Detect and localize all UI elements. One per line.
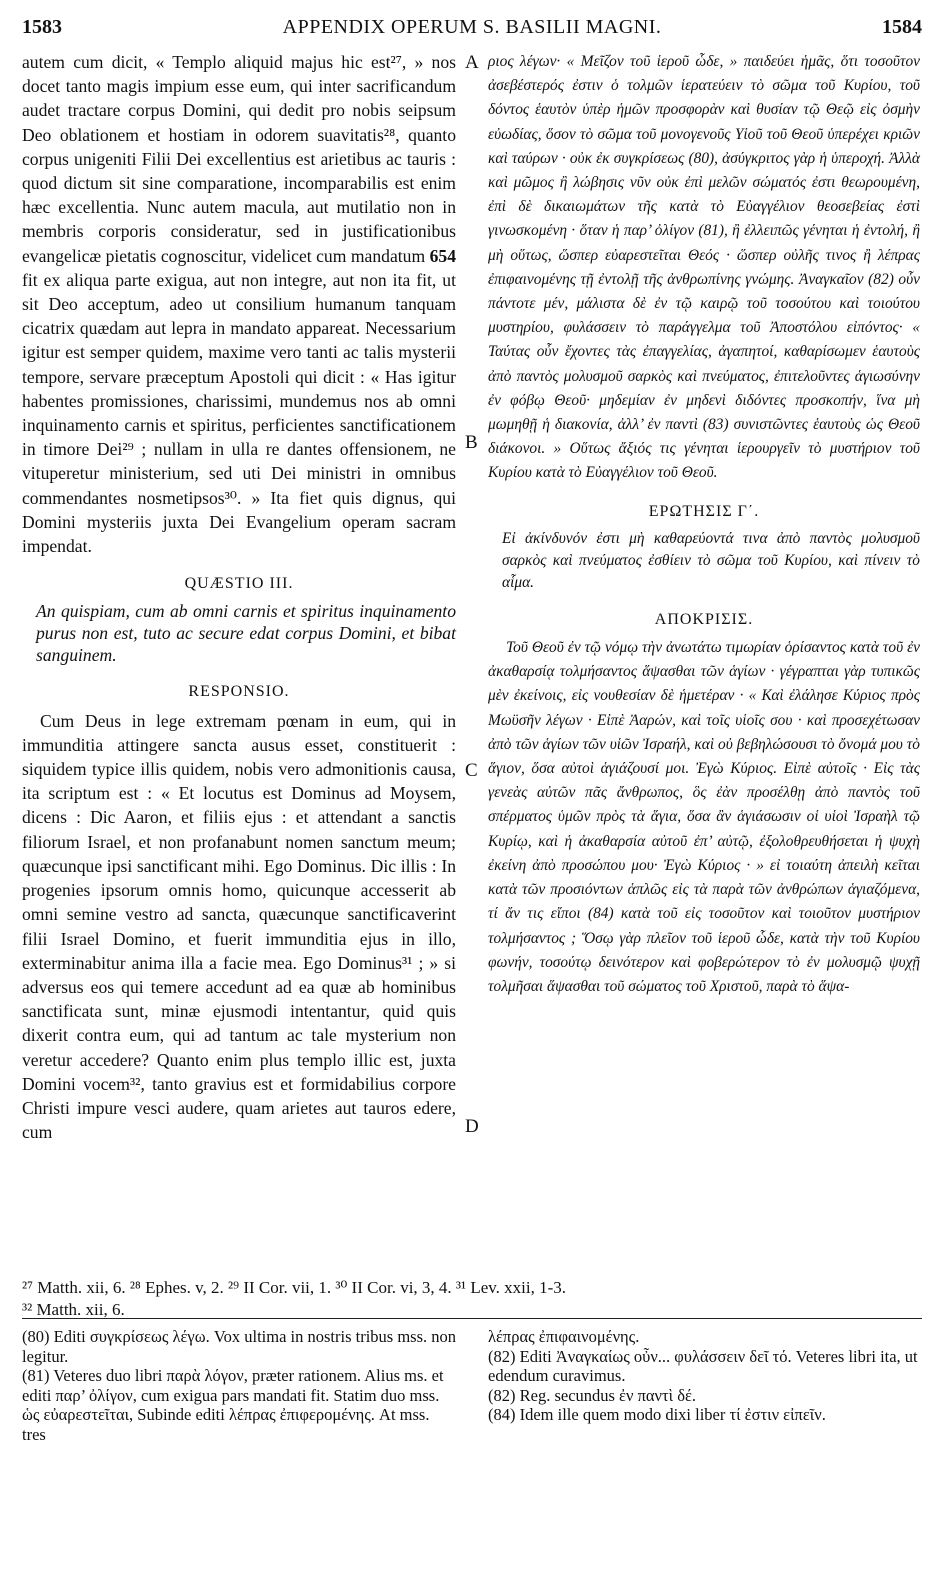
- footnote-80: (80) Editi συγκρίσεως λέγω. Vox ultima in nostris tribus mss. non legitur.: [22, 1327, 457, 1366]
- greek-paragraph-2: Τοῦ Θεοῦ ἐν τῷ νόμῳ τὴν ἀνωτάτω τιμωρίαν ὁρίσαντος κατὰ τοῦ ἐν ἀκαθαρσίᾳ τολμήσαντος ἅψασθαι τῶν ἁγίων · γέγραπται γὰρ τυπικῶς μὲν ἐκείνοις, εἰς νουθεσίαν δὲ ἡμετέραν · « Καὶ ἐλάλησε Κύριος πρὸς Μωϋσῆν λέγων · Εἰπὲ Ἀαρών, καὶ τοῖς υἱοῖς σου · καὶ προσεχέτωσαν ἀπὸ τῶν ἁγίων τῶν υἱῶν Ἰσραήλ, καὶ οὐ βεβηλώσουσι τὸ ὄνομά μου τὸ ἅγιον, ὅσα αὐτοὶ ἁγιάζουσί μοι. Ἐγὼ Κύριος. Εἰπὲ αὐτοῖς · Εἰς τὰς γενεὰς αὐτῶν πᾶς ἄνθρωπος, ὃς ἐὰν προσέλθῃ ἀπὸ παντὸς τοῦ σπέρματος ὑμῶν πρὸς τὰ ἅγια, ὅσα ἂν ἁγιάσωσιν οἱ υἱοὶ Ἰσραὴλ τῷ Κυρίῳ, καὶ ἡ ἀκαθαρσία αὐτοῦ ἐπ’ αὐτῷ, ἐξολοθρευθήσεται ἡ ψυχὴ ἐκείνη ἀπὸ προσώπου μου· Ἐγὼ Κύριος · » εἰ τοιαύτη ἀπειλὴ κεῖται κατὰ τῶν προσιόντων ἁπλῶς εἰς τὰ παρὰ τῶν ἀνθρώπων ἁγιαζόμενα, τί ἄν τις εἴποι (84) κατὰ τοῦ εἰς τοσοῦτον καὶ τοιοῦτον μυστήριον τολμήσαντος ; Ὅσῳ γὰρ πλεῖον τοῦ ἱεροῦ ὧδε, κατὰ τὴν τοῦ Κυρίου φωνήν, τοσούτῳ δεινότερον καὶ φοβερώτερον τὸ ἐν μολυσμῷ ψυχῇ τολμῆσαι ἅψασθαι τοῦ σώματος τοῦ Χριστοῦ, παρὰ τὸ ἅψα-: [488, 639, 920, 995]
- footnote-82a: (82) Editi Ἀναγκαίως οὖν... φυλάσσειν δεῖ τό. Veteres libri ita, ut edendum curavimus.: [488, 1346, 918, 1385]
- page-number-right: 1584: [882, 16, 922, 38]
- latin-text-1b: fit ex aliqua parte exigua, aut non integre, aut non ita fit, ut sit Deo acceptum, adeo ut consilium humanum tanquam cicatrix quædam aut lepra in mandato appareat. Necessarium igitur est semper quidem, maxime vero tanti ac talis mysterii tempore, servare præceptum Apostoli qui dicit : « Has igitur habentes promissiones, charissimi, mundemus nos ab omni inquinamento carnis et spiritus, perficientes sanctificationem in timore Dei²⁹ ; nullam in ulla re dantes offensionem, ne vituperetur ministerium, sed uti Dei ministri in omnibus commendantes nosmetipsos³⁰. » Ita fiet quis dignus, qui Domini mysteriis juxta Dei Evangelium operam sacram impendat.: [22, 269, 456, 557]
- question-heading-latin: QUÆSTIO III.: [184, 575, 294, 593]
- latin-text-1: autem cum dicit, « Templo aliquid majus hic est²⁷, » nos docet tanto magis impium esse eum, qui inter sacrificandum audet tractare corpus Domini, qui dedit pro nobis seipsum Deo oblationem et hostiam in odorem suavitatis²⁸, quanto corpus unigeniti Filii Dei excellentius est arietibus ac tauris : quod dictum sit sine comparatione, incomparabilis est enim hæc excellentia. Nunc autem macula, aut mutilatio non in membris corporis consideratur, sed in justificationibus evangelicæ pietatis cognoscitur, videlicet cum mandatum: [22, 52, 456, 266]
- footnotes-right: [488, 1327, 920, 1425]
- footnote-82b: (82) Reg. secundus ἐν παντὶ δέ.: [488, 1385, 697, 1405]
- footnote-divider: [22, 1318, 922, 1319]
- margin-letter-b: B: [465, 432, 478, 453]
- running-title: APPENDIX OPERUM S. BASILII MAGNI.: [282, 16, 662, 38]
- response-heading-latin: RESPONSIO.: [188, 683, 290, 701]
- footnote-continuation: λέπρας ἐπιφαινομένης.: [488, 1327, 640, 1346]
- column-marker: 654: [429, 245, 456, 266]
- scripture-notes: [22, 1277, 922, 1321]
- page-number-left: 1583: [22, 16, 62, 38]
- margin-letter-c: C: [465, 760, 478, 781]
- question-text-latin: An quispiam, cum ab omni carnis et spiritus inquinamento purus non est, tuto ac secure edat corpus Domini, et bibat sanguinem.: [36, 601, 456, 666]
- latin-paragraph-2: Cum Deus in lege extremam pœnam in eum, qui in immunditia attingere sancta ausus esset, constituerit : siquidem typice illis quidem, nobis vero admonitionis causa, ita scriptum est : « Et locutus est Dominus ad Moysem, dicens : Dic Aaron, et filiis ejus : et attendant a sanctis filiorum Israel, et non profanabunt nomen sanctum meum; quæcunque ipsi sanctificant mihi. Ego Dominus. Dic illis : In progenies ipsorum omnis homo, quicunque accesserit ab omni semine vestro ad sancta, quæcunque sanctificaverint filii Israel Domino, et fuerit immunditia ejus in illo, exterminabitur anima illa a facie mea. Ego Dominus³¹ ; » si adversus eos qui temere accedunt ad ea quæ ab hominibus sanctificata sunt, minæ ejusmodi intentantur, quid quis dixerit contra eum, qui ad tantum ac tale mysterium non veretur accedere? Quanto enim plus templo illic est, juxta Domini vocem³², tanto gravius est et formidabilius corpore Christi impure vesci audere, quam arietes aut tauros edere, cum: [22, 710, 456, 1143]
- question-text-greek: Εἰ ἀκίνδυνόν ἐστι μὴ καθαρεύοντά τινα ἀπὸ παντὸς μολυσμοῦ σαρκὸς καὶ πνεύματος ἐσθίειν τὸ σῶμα τοῦ Κυρίου, καὶ πίνειν τὸ αἷμα.: [502, 529, 920, 591]
- response-heading-greek: ΑΠΟΚΡΙΣΙΣ.: [654, 610, 754, 628]
- footnote-84: (84) Idem ille quem modo dixi liber τί ἐστιν εἰπεῖν.: [488, 1405, 826, 1424]
- scripture-notes-line-1: ²⁷ Matth. xii, 6. ²⁸ Ephes. v, 2. ²⁹ II Cor. vii, 1. ³⁰ II Cor. vi, 3, 4. ³¹ Lev. xxii, 1-3.: [22, 1278, 567, 1297]
- latin-column: [22, 50, 456, 1144]
- scripture-notes-line-2: ³² Matth. xii, 6.: [22, 1300, 125, 1319]
- footnotes-left: [22, 1327, 456, 1444]
- page-header: [22, 16, 922, 42]
- greek-column: [488, 50, 920, 999]
- question-heading-greek: ΕΡΩΤΗΣΙΣ Γ΄.: [648, 502, 760, 520]
- footnote-81: (81) Veteres duo libri παρὰ λόγον, præter rationem. Alius ms. et editi παρ’ ὀλίγον, cum exigua pars mandati fit. Statim duo mss. ὡς εὐαρεστεῖται, Subinde editi λέπρας ἐπιφερομένης. At mss. tres: [22, 1366, 444, 1444]
- margin-letter-d: D: [465, 1116, 479, 1137]
- greek-paragraph-1: ριος λέγων· « Μεῖζον τοῦ ἱεροῦ ὧδε, » παιδεύει ἡμᾶς, ὅτι τοσοῦτον ἀσεβέστερός ἐστιν ὁ τολμῶν ἱερατεύειν τὸ σῶμα τοῦ Κυρίου, τοῦ δόντος ἑαυτὸν ὑπὲρ ἡμῶν προσφορὰν καὶ θυσίαν τῷ Θεῷ εἰς ὀσμὴν εὐωδίας, ὅσον τὸ σῶμα τοῦ μονογενοῦς Υἱοῦ τοῦ Θεοῦ ὑπερέχει κριῶν καὶ ταύρων · οὐκ ἐκ συγκρίσεως (80), ἀσύγκριτος γὰρ ἡ ὑπεροχή. Ἀλλὰ καὶ μῶμος ἢ λώβησις νῦν οὐκ ἐπὶ μελῶν σώματός ἐστι θεωρουμένη, ἐπὶ δὲ δικαιωμάτων τῆς κατὰ τὸ Εὐαγγέλιον θεοσεβείας ἐστὶ γινωσκομένη · ὅταν ἡ παρ’ ὀλίγον (81), ἢ ἐλλειπῶς γένηται ἡ ἐντολή, ἢ μὴ οὕτως, ὥσπερ εὐαρεστεῖται Θεός · ὥσπερ οὐλῆς τινος ἢ λέπρας ἐπιφαινομένης τῇ ἐντολῇ τῆς ἀνθρωπίνης γνώμης. Ἀναγκαῖον (82) οὖν πάντοτε μέν, μάλιστα δὲ ἐν τῷ καιρῷ τοῦ τοσούτου καὶ τοιούτου μυστηρίου, φυλάσσειν τὸ παράγγελμα τοῦ Ἀποστόλου εἰπόντος· « Ταύτας οὖν ἔχοντες τὰς ἐπαγγελίας, ἀγαπητοί, καθαρίσωμεν ἑαυτοὺς ἀπὸ παντὸς μολυσμοῦ σαρκὸς καὶ πνεύματος, ἐπιτελοῦντες ἁγιωσύνην ἐν φόβῳ Θεοῦ· μηδεμίαν ἐν μηδενὶ διδόντες προσκοπήν, ἵνα μὴ μωμηθῇ ἡ διακονία, ἀλλ’ ἐν παντὶ (83) συνιστῶντες ἑαυτοὺς ὡς Θεοῦ διάκονοι. » Οὕτως ἄξιός τις γένηται ἱερουργεῖν τὸ μυστήριον τοῦ Κυρίου κατὰ τὸ Εὐαγγέλιον τοῦ Θεοῦ.: [488, 53, 920, 482]
- latin-paragraph-1: [22, 50, 456, 558]
- margin-letter-a: A: [465, 52, 479, 73]
